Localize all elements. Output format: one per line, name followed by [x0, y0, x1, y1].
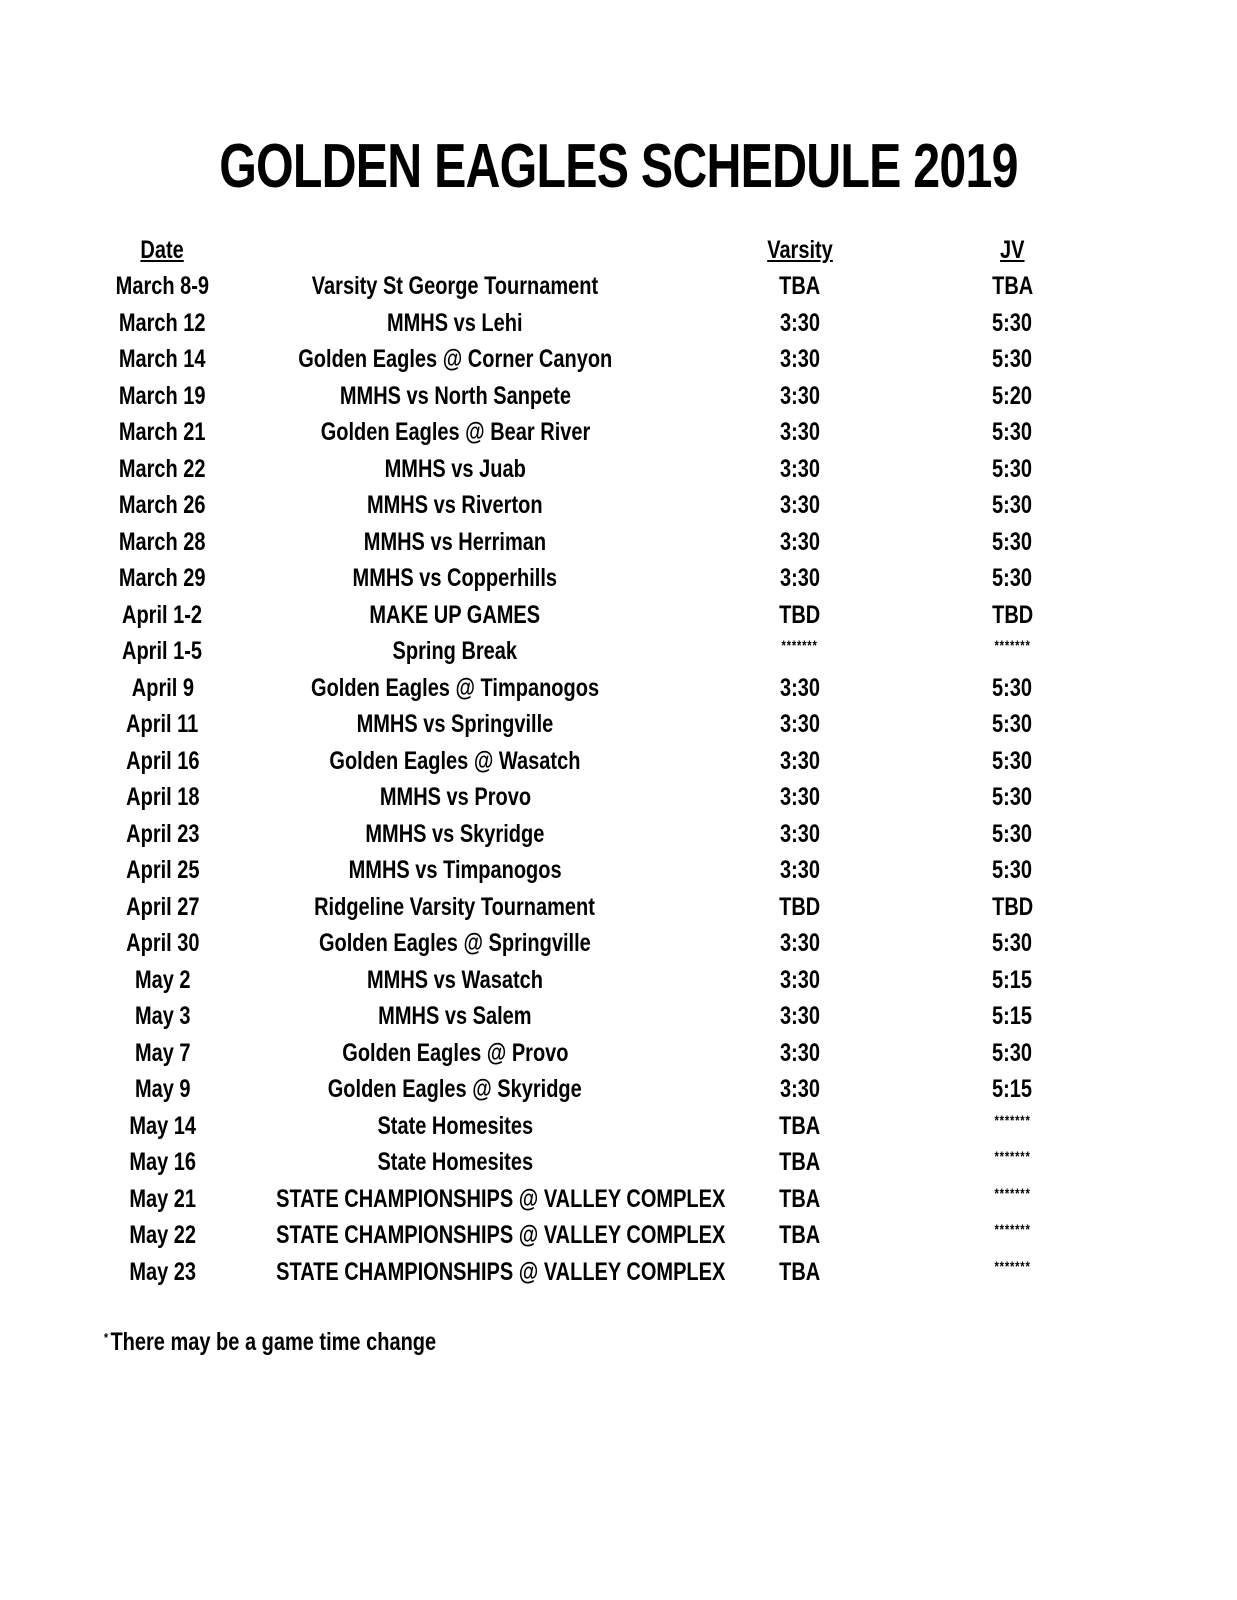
cell-date: April 1-2: [122, 600, 203, 629]
cell-date: April 23: [125, 819, 200, 848]
footnote: [104, 1320, 436, 1360]
cell-varsity: TBA: [779, 272, 821, 300]
table-row: [0, 743, 1237, 779]
table-row: [0, 305, 1237, 341]
cell-event: STATE CHAMPIONSHIPS @ VALLEY COMPLEX: [276, 1184, 726, 1213]
cell-varsity: 3:30: [779, 710, 821, 738]
cell-varsity: 3:30: [779, 1075, 821, 1103]
cell-date: March 14: [119, 345, 206, 373]
cell-jv: 5:15: [992, 1002, 1033, 1030]
cell-varsity: 3:30: [779, 1038, 821, 1067]
cell-jv: 5:30: [992, 1038, 1033, 1067]
cell-date: May 9: [134, 1075, 191, 1103]
table-row: [0, 1035, 1237, 1071]
table-row: [0, 779, 1237, 815]
table-row: [0, 341, 1237, 377]
table-row: [0, 268, 1237, 304]
cell-event: MMHS vs Herriman: [363, 527, 547, 556]
table-row: [0, 962, 1237, 998]
cell-event: MMHS vs Juab: [384, 454, 526, 483]
cell-date: May 22: [129, 1221, 196, 1249]
cell-event: MMHS vs Salem: [378, 1002, 532, 1030]
table-row: [0, 852, 1237, 888]
cell-jv: 5:15: [992, 1075, 1033, 1103]
cell-event: MMHS vs Provo: [379, 783, 531, 811]
cell-varsity: TBA: [779, 1257, 821, 1286]
table-row: [0, 816, 1237, 852]
cell-varsity: 3:30: [779, 308, 821, 337]
cell-varsity: 3:30: [779, 345, 821, 373]
table-row: [0, 633, 1237, 669]
cell-event: Golden Eagles @ Skyridge: [327, 1075, 583, 1103]
cell-varsity: 3:30: [779, 856, 821, 884]
cell-event: MAKE UP GAMES: [369, 600, 541, 629]
cell-varsity: 3:30: [779, 1002, 821, 1030]
cell-jv: 5:30: [992, 929, 1033, 957]
cell-date: April 27: [125, 892, 200, 921]
cell-date: March 22: [119, 454, 206, 483]
cell-varsity: TBD: [779, 892, 821, 921]
cell-varsity: 3:30: [779, 418, 821, 446]
table-row: [0, 1071, 1237, 1107]
table-row: [0, 487, 1237, 523]
cell-date: April 25: [125, 856, 200, 884]
cell-event: STATE CHAMPIONSHIPS @ VALLEY COMPLEX: [276, 1221, 726, 1249]
cell-event: MMHS vs Skyridge: [365, 819, 545, 848]
cell-jv: 5:30: [992, 527, 1033, 556]
table-row: [0, 1217, 1237, 1253]
cell-jv: *******: [994, 1111, 1031, 1128]
cell-jv: TBA: [991, 272, 1034, 300]
table-header: [0, 232, 1237, 268]
cell-date: March 12: [119, 308, 206, 337]
cell-jv: 5:30: [992, 491, 1033, 519]
page-title: GOLDEN EAGLES SCHEDULE 2019: [219, 132, 1018, 201]
table-row: [0, 889, 1237, 925]
cell-varsity: 3:30: [779, 527, 821, 556]
cell-event: MMHS vs Timpanogos: [348, 856, 562, 884]
cell-date: April 11: [126, 710, 199, 738]
cell-event: MMHS vs Copperhills: [352, 564, 558, 592]
footnote-text: There may be a game time change: [110, 1328, 437, 1356]
cell-date: May 14: [129, 1111, 196, 1140]
cell-varsity: 3:30: [779, 673, 821, 702]
cell-jv: 5:20: [992, 381, 1033, 410]
cell-jv: 5:30: [992, 454, 1033, 483]
cell-event: MMHS vs Wasatch: [367, 965, 543, 994]
cell-jv: 5:30: [992, 564, 1033, 592]
cell-jv: 5:30: [992, 345, 1033, 373]
table-row: [0, 560, 1237, 596]
cell-varsity: 3:30: [779, 381, 821, 410]
cell-event: Ridgeline Varsity Tournament: [314, 892, 596, 921]
cell-jv: *******: [994, 1221, 1031, 1237]
cell-event: Spring Break: [392, 637, 518, 665]
cell-jv: *******: [994, 1257, 1031, 1274]
table-row: [0, 1108, 1237, 1144]
cell-jv: 5:30: [992, 819, 1033, 848]
cell-event: MMHS vs Springville: [356, 710, 554, 738]
cell-varsity: TBA: [779, 1111, 821, 1140]
cell-varsity: 3:30: [779, 965, 821, 994]
table-row: [0, 670, 1237, 706]
cell-date: May 21: [129, 1184, 196, 1213]
cell-event: State Homesites: [377, 1111, 533, 1140]
cell-date: April 1-5: [122, 637, 203, 665]
cell-date: May 2: [134, 965, 191, 994]
cell-date: March 26: [119, 491, 206, 519]
table-row: [0, 378, 1237, 414]
cell-event: Golden Eagles @ Provo: [341, 1038, 569, 1067]
cell-date: April 9: [131, 673, 194, 702]
header-varsity: Varsity: [767, 236, 833, 264]
cell-jv: 5:30: [992, 746, 1033, 775]
cell-event: State Homesites: [377, 1148, 533, 1176]
cell-jv: TBD: [991, 600, 1034, 629]
cell-date: May 23: [129, 1257, 196, 1286]
cell-varsity: 3:30: [779, 564, 821, 592]
cell-event: MMHS vs Riverton: [367, 491, 543, 519]
table-row: [0, 1144, 1237, 1180]
cell-varsity: TBA: [779, 1148, 821, 1176]
cell-jv: 5:30: [992, 418, 1033, 446]
cell-date: May 3: [134, 1002, 191, 1030]
cell-date: April 16: [125, 746, 200, 775]
cell-varsity: TBA: [779, 1221, 821, 1249]
cell-event: Golden Eagles @ Timpanogos: [310, 673, 600, 702]
cell-date: May 7: [134, 1038, 191, 1067]
cell-date: March 8-9: [115, 272, 210, 300]
cell-event: MMHS vs North Sanpete: [339, 381, 571, 410]
cell-varsity: 3:30: [779, 783, 821, 811]
cell-jv: 5:30: [992, 710, 1033, 738]
cell-jv: 5:30: [992, 673, 1033, 702]
cell-event: Golden Eagles @ Corner Canyon: [297, 345, 612, 373]
cell-varsity: 3:30: [779, 929, 821, 957]
cell-varsity: TBA: [779, 1184, 821, 1213]
table-row: [0, 597, 1237, 633]
header-date: Date: [140, 236, 185, 264]
cell-jv: *******: [994, 1148, 1031, 1164]
cell-jv: 5:15: [992, 965, 1033, 994]
cell-date: May 16: [129, 1148, 196, 1176]
cell-varsity: 3:30: [779, 819, 821, 848]
cell-event: Golden Eagles @ Springville: [319, 929, 591, 957]
footnote-marker: *: [104, 1330, 109, 1345]
cell-date: April 18: [125, 783, 200, 811]
cell-date: March 28: [119, 527, 206, 556]
cell-date: March 19: [119, 381, 206, 410]
cell-varsity: 3:30: [779, 746, 821, 775]
cell-jv: *******: [994, 1184, 1031, 1201]
header-jv: JV: [1000, 236, 1025, 264]
cell-date: March 21: [119, 418, 206, 446]
cell-jv: 5:30: [992, 856, 1033, 884]
table-row: [0, 1181, 1237, 1217]
table-row: [0, 925, 1237, 961]
table-row: [0, 1254, 1237, 1290]
cell-jv: TBD: [991, 892, 1034, 921]
cell-event: STATE CHAMPIONSHIPS @ VALLEY COMPLEX: [276, 1257, 726, 1286]
cell-date: April 30: [125, 929, 200, 957]
cell-event: Varsity St George Tournament: [311, 272, 599, 300]
cell-event: MMHS vs Lehi: [387, 308, 523, 337]
table-row: [0, 524, 1237, 560]
cell-varsity: TBD: [779, 600, 821, 629]
cell-varsity: 3:30: [779, 491, 821, 519]
table-row: [0, 451, 1237, 487]
cell-jv: *******: [994, 637, 1031, 653]
cell-date: March 29: [119, 564, 206, 592]
table-row: [0, 998, 1237, 1034]
cell-varsity: *******: [781, 637, 819, 653]
table-row: [0, 706, 1237, 742]
table-row: [0, 414, 1237, 450]
cell-event: Golden Eagles @ Bear River: [320, 418, 590, 446]
cell-varsity: 3:30: [779, 454, 821, 483]
cell-jv: 5:30: [992, 783, 1033, 811]
cell-event: Golden Eagles @ Wasatch: [329, 746, 581, 775]
cell-jv: 5:30: [992, 308, 1033, 337]
